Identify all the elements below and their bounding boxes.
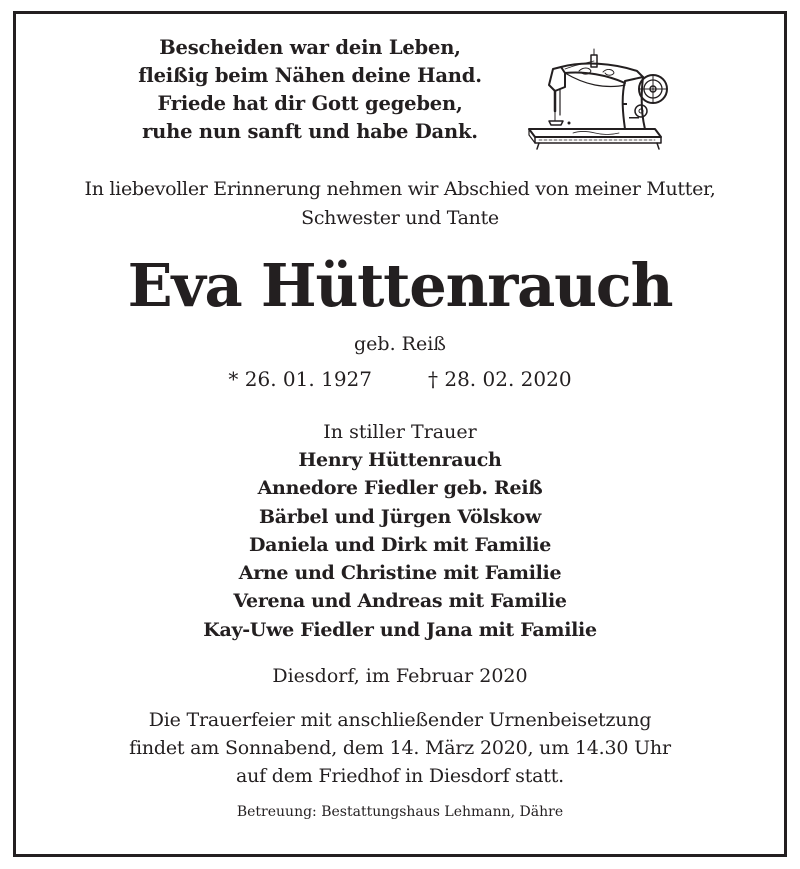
mourner-name: Arne und Christine mit Familie <box>238 562 562 585</box>
mourner-name: Henry Hüttenrauch <box>298 449 502 471</box>
funeral-line: findet am Sonnabend, dem 14. März 2020, um 14.30 Uhr <box>129 737 671 759</box>
poem-line: ruhe nun sanft und habe Dank. <box>142 120 478 143</box>
death-date: † 28. 02. 2020 <box>428 367 572 391</box>
poem <box>90 34 530 146</box>
maiden-name: geb. Reiß <box>354 333 446 355</box>
funeral-line: auf dem Friedhof in Diesdorf statt. <box>235 765 565 787</box>
life-dates <box>0 364 800 394</box>
intro-text <box>30 175 770 233</box>
sewing-machine-icon <box>525 45 675 151</box>
mourner-name: Verena und Andreas mit Familie <box>233 590 567 613</box>
mourners-list <box>0 446 800 644</box>
funeral-line: Die Trauerfeier mit anschließender Urnenbeisetzung <box>148 709 652 731</box>
funeral-home-credit: Betreuung: Bestattungshaus Lehmann, Dähre <box>236 804 564 820</box>
deceased-name: Eva Hüttenrauch <box>127 251 673 320</box>
mourners-heading: In stiller Trauer <box>323 421 477 443</box>
funeral-info <box>40 706 760 790</box>
mourner-name: Daniela und Dirk mit Familie <box>249 533 551 556</box>
intro-line: In liebevoller Erinnerung nehmen wir Abschied von meiner Mutter, <box>84 178 716 200</box>
poem-line: Friede hat dir Gott gegeben, <box>157 92 463 115</box>
birth-date: * 26. 01. 1927 <box>228 367 372 391</box>
mourner-name: Annedore Fiedler geb. Reiß <box>257 477 543 500</box>
poem-line: fleißig beim Nähen deine Hand. <box>138 64 482 87</box>
place-date: Diesdorf, im Februar 2020 <box>272 665 528 687</box>
intro-line: Schwester und Tante <box>301 207 499 229</box>
mourner-name: Kay-Uwe Fiedler und Jana mit Familie <box>203 618 597 641</box>
poem-line: Bescheiden war dein Leben, <box>159 36 461 59</box>
mourner-name: Bärbel und Jürgen Völskow <box>258 505 541 528</box>
